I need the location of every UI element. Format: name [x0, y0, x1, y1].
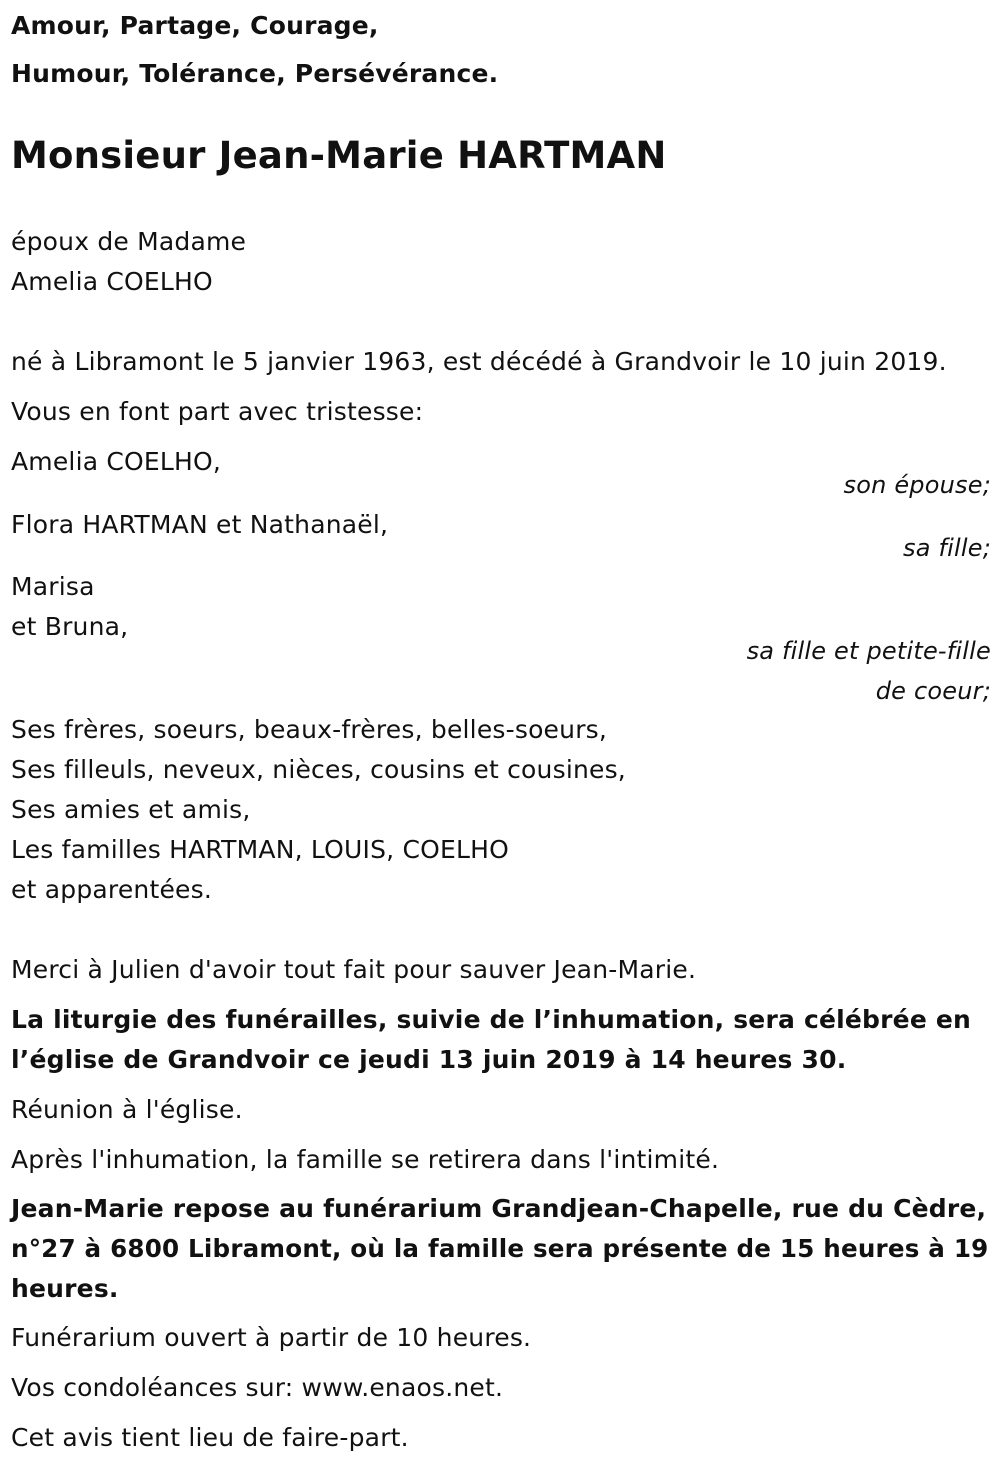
motto-line-2: Humour, Tolérance, Persévérance.	[11, 59, 499, 88]
relatives-line: et apparentées.	[11, 875, 212, 904]
family-member-relation: de coeur;	[875, 677, 991, 705]
deceased-name: Monsieur Jean-Marie HARTMAN	[11, 134, 667, 177]
relatives-line: Ses amies et amis,	[11, 795, 251, 824]
announce-intro: Vous en font part avec tristesse:	[11, 397, 424, 426]
family-member-relation: sa fille;	[903, 534, 991, 562]
thanks-note: Merci à Julien d'avoir tout fait pour sauver Jean-Marie.	[11, 955, 697, 984]
liturgy-line-1: La liturgie des funérailles, suivie de l’inhumation, sera célébrée en	[11, 1005, 972, 1034]
family-member-names: Marisa	[11, 572, 95, 601]
funeral-home-line-1: Jean-Marie repose au funérarium Grandjean-Chapelle, rue du Cèdre,	[11, 1194, 987, 1223]
after-burial-note: Après l'inhumation, la famille se retirera dans l'intimité.	[11, 1145, 720, 1174]
funeral-home-line-3: heures.	[11, 1274, 119, 1303]
relatives-line: Les familles HARTMAN, LOUIS, COELHO	[11, 835, 509, 864]
relatives-line: Ses frères, soeurs, beaux-frères, belles-soeurs,	[11, 715, 608, 744]
motto-line-1: Amour, Partage, Courage,	[11, 11, 379, 40]
funeral-home-line-2: n°27 à 6800 Libramont, où la famille sera présente de 15 heures à 19	[11, 1234, 989, 1263]
opening-hours: Funérarium ouvert à partir de 10 heures.	[11, 1323, 532, 1352]
liturgy-line-2: l’église de Grandvoir ce jeudi 13 juin 2019 à 14 heures 30.	[11, 1045, 847, 1074]
spouse-line-1: époux de Madame	[11, 227, 247, 256]
family-member-relation: son épouse;	[843, 471, 991, 499]
family-member-relation: sa fille et petite-fille	[746, 637, 991, 665]
birth-death-statement: né à Libramont le 5 janvier 1963, est décédé à Grandvoir le 10 juin 2019.	[11, 347, 947, 376]
meeting-note: Réunion à l'église.	[11, 1095, 243, 1124]
relatives-line: Ses filleuls, neveux, nièces, cousins et cousines,	[11, 755, 626, 784]
closing-note: Cet avis tient lieu de faire-part.	[11, 1423, 409, 1452]
spouse-line-2: Amelia COELHO	[11, 267, 213, 296]
condolences-link: Vos condoléances sur: www.enaos.net.	[11, 1373, 504, 1402]
family-member-names: Flora HARTMAN et Nathanaël,	[11, 510, 389, 539]
family-member-names: Amelia COELHO,	[11, 447, 222, 476]
family-member-names: et Bruna,	[11, 612, 129, 641]
